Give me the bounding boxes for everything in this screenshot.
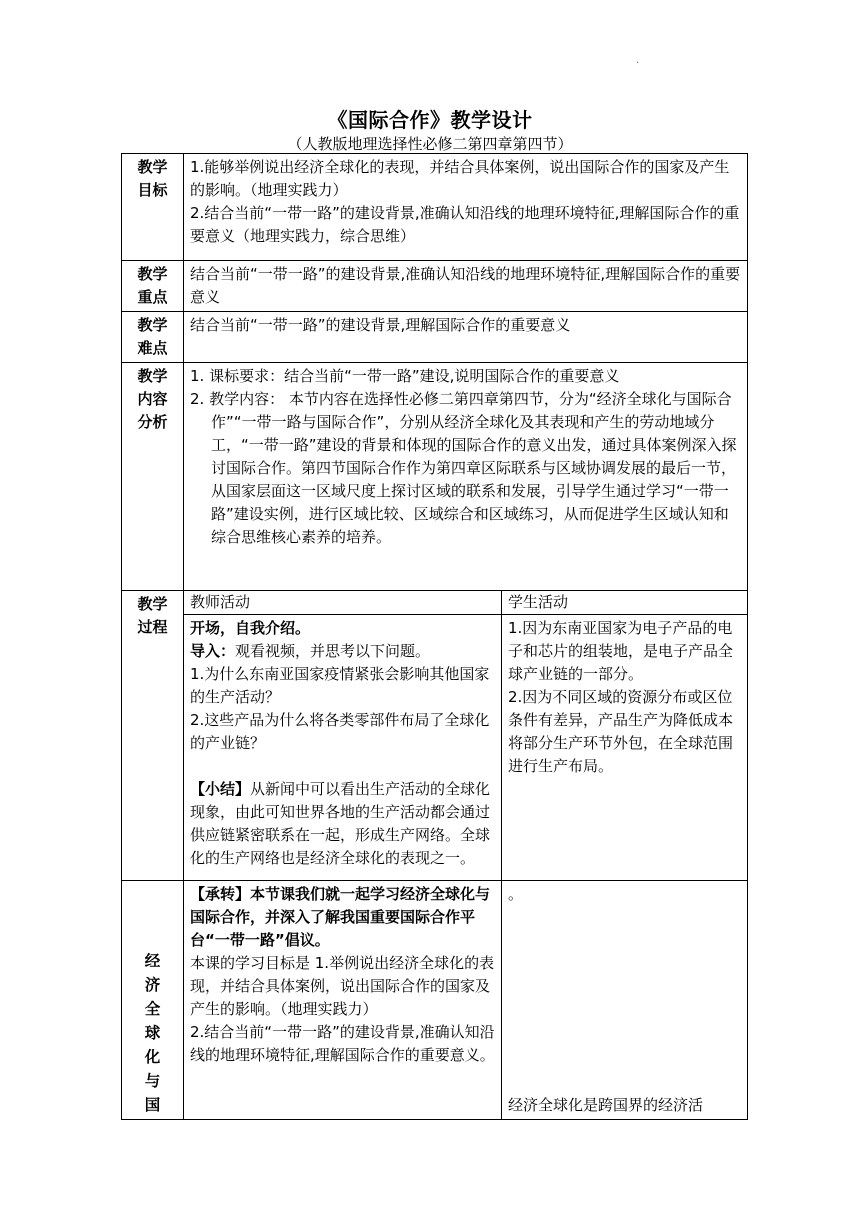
globalization-label: 经 济 全 球 化 与 国 bbox=[122, 881, 184, 1120]
process-label: 教学 过程 bbox=[122, 591, 184, 881]
document-subtitle: （人教版地理选择性必修二第四章第四节） bbox=[287, 135, 573, 153]
teacher-activity-intro bbox=[184, 615, 502, 881]
content-analysis-label: 教学 内容 分析 bbox=[122, 363, 184, 591]
student-period: 。 bbox=[508, 885, 524, 903]
student-bottom-text: 经济全球化是跨国界的经济活 bbox=[508, 1096, 704, 1114]
answer-1: 1.因为东南亚国家为电子产品的电子和芯片的组装地，是电子产品全球产业链的一部分。 bbox=[508, 619, 734, 683]
blank-line bbox=[190, 755, 495, 778]
globalization-teacher bbox=[184, 881, 502, 1120]
globalization-student bbox=[502, 881, 748, 1120]
goal-2: 2.结合当前“一带一路”的建设背景,准确认知沿线的地理环境特征,理解国际合作的重要意义。 bbox=[190, 1023, 495, 1064]
document-title: 《国际合作》教学设计 bbox=[327, 108, 533, 132]
objectives-row bbox=[122, 154, 748, 261]
teaching-content: 2. 教学内容： 本节内容在选择性必修二第四章第四节，分为“经济全球化与国际合作”“一带一路与国际合作”，分别从经济全球化及其表现和产生的劳动地域分工，“一带一路”建设的背景和体现的国际合作的意义出发，通过具体案例深入探讨国际合作。第四节国际合作作为第四章区际联系与区域协调发展的最后一节，从国家层面这一区域尺度上探讨区域的联系和发展，引导学生通过学习“一带一路”建设实例，进行区域比较、区域综合和区域练习，从而促进学生区域认知和综合思维核心素养的培养。 bbox=[190, 390, 737, 546]
objective-item: 2.结合当前“一带一路”的建设背景,准确认知沿线的地理环境特征,理解国际合作的重要意义（地理实践力，综合思维） bbox=[190, 204, 740, 245]
content-analysis-row bbox=[122, 363, 748, 591]
page-dot: · bbox=[636, 58, 640, 69]
process-header-row bbox=[122, 591, 748, 615]
objectives-content bbox=[184, 154, 748, 261]
lesson-plan-table bbox=[121, 153, 748, 1120]
student-activity-answers bbox=[502, 615, 748, 881]
difficulties-label: 教学 难点 bbox=[122, 312, 184, 363]
key-points-row bbox=[122, 261, 748, 312]
question-1: 1.为什么东南亚国家疫情紧张会影响其他国家的生产活动？ bbox=[190, 665, 490, 706]
student-activity-header: 学生活动 bbox=[502, 591, 748, 615]
objectives-label: 教学 目标 bbox=[122, 154, 184, 261]
question-2: 2.这些产品为什么将各类零部件布局了全球化的产业链？ bbox=[190, 711, 490, 752]
opening-text: 开场，自我介绍。 bbox=[190, 619, 311, 637]
answer-2: 2.因为不同区域的资源分布或区位条件有差异，产品生产为降低成本将部分生产环节外包，在全球范围进行生产布局。 bbox=[508, 688, 734, 775]
globalization-row bbox=[122, 881, 748, 1120]
curriculum-requirement: 1. 课标要求：结合当前“一带一路”建设,说明国际合作的重要意义 bbox=[190, 367, 620, 385]
goals-intro: 本课的学习目标是 1.举例说出经济全球化的表现，并结合具体案例，说出国际合作的国家及产生的影响。（地理实践力） bbox=[190, 954, 495, 1018]
key-points-label: 教学 重点 bbox=[122, 261, 184, 312]
difficulties-content: 结合当前“一带一路”的建设背景,理解国际合作的重要意义 bbox=[184, 312, 748, 363]
key-points-content: 结合当前“一带一路”的建设背景,准确认知沿线的地理环境特征,理解国际合作的重要意义 bbox=[184, 261, 748, 312]
summary-text: 【小结】从新闻中可以看出生产活动的全球化现象，由此可知世界各地的生产活动都会通过供应链紧密联系在一起，形成生产网络。全球化的生产网络也是经济全球化的表现之一。 bbox=[190, 780, 491, 867]
content-analysis-content bbox=[184, 363, 748, 591]
difficulties-row bbox=[122, 312, 748, 363]
process-body-row bbox=[122, 615, 748, 881]
intro-text: 导入：观看视频，并思考以下问题。 bbox=[190, 642, 431, 660]
teacher-activity-header: 教师活动 bbox=[184, 591, 502, 615]
transition-text: 【承转】本节课我们就一起学习经济全球化与国际合作，并深入了解我国重要国际合作平台“一带一路”倡议。 bbox=[190, 885, 491, 949]
objective-item: 1.能够举例说出经济全球化的表现，并结合具体案例，说出国际合作的国家及产生的影响。（地理实践力） bbox=[190, 158, 730, 199]
